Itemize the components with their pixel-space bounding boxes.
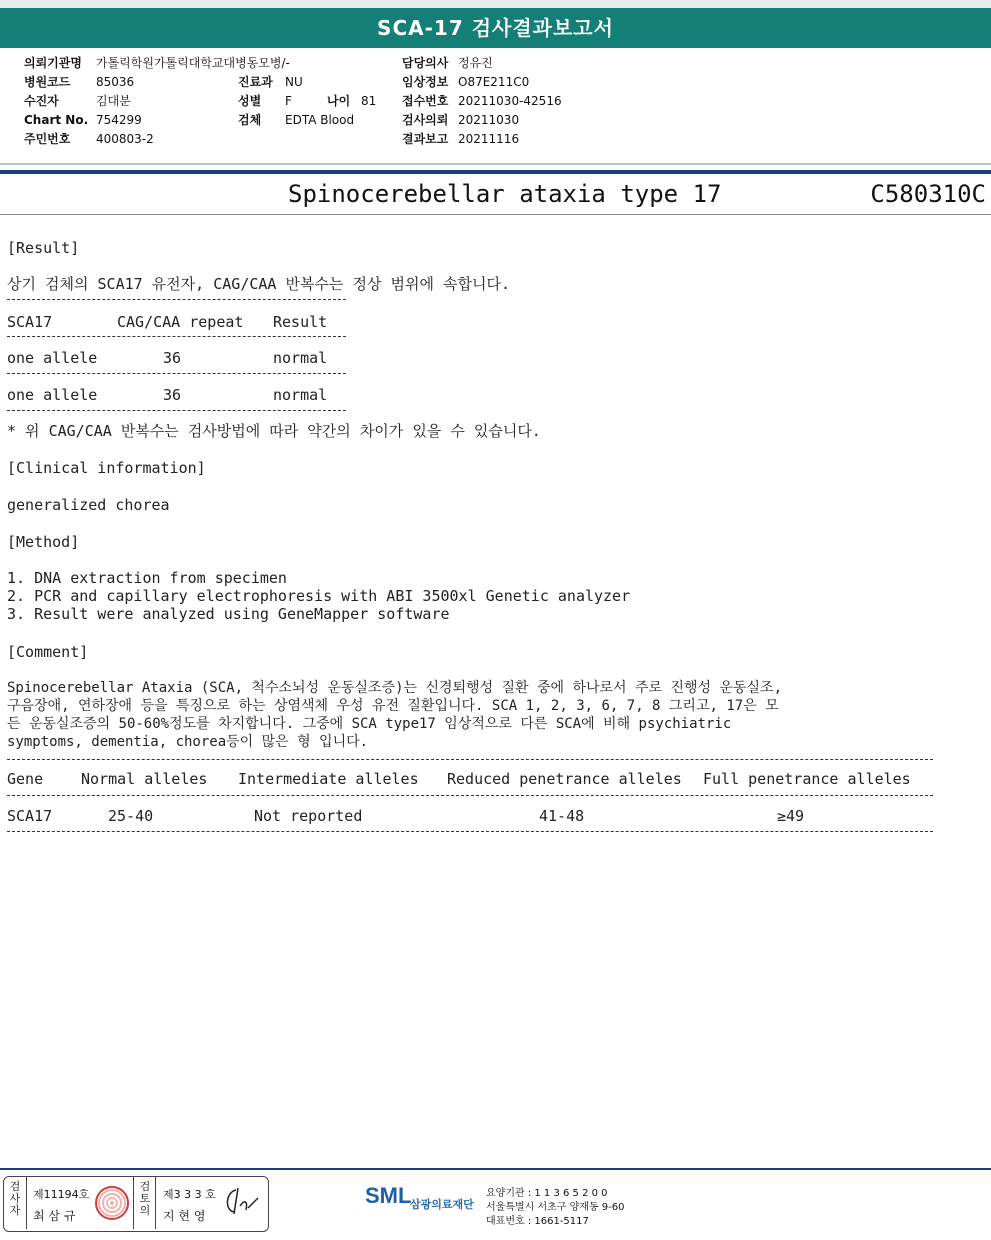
result-summary: 상기 검체의 SCA17 유전자, CAG/CAA 반복수는 정상 범위에 속합니다. <box>7 275 510 293</box>
top-strip <box>0 0 991 8</box>
result-cell: one allele <box>7 349 98 367</box>
confirmer-license: 제3 3 3 호 <box>163 1188 216 1201</box>
comment-line: symptoms, dementia, chorea등이 많은 형 입니다. <box>7 734 369 750</box>
allele-col-header: Gene <box>7 770 44 788</box>
hospital-code-label: 병원코드 <box>24 75 71 89</box>
org-address: 서울특별시 서초구 양재동 9-60 <box>486 1202 625 1213</box>
divider <box>0 214 991 215</box>
result-col-header: Result <box>273 313 328 331</box>
receipt-no-label: 접수번호 <box>402 94 449 108</box>
divider <box>0 163 991 165</box>
comment-line: Spinocerebellar Ataxia (SCA, 척수소뇌성 운동실조증)는 신경퇴행성 질환 중에 하나로서 주로 진행성 운동실조, <box>7 680 783 696</box>
chart-no-label: Chart No. <box>24 113 89 127</box>
allele-cell: 25-40 <box>108 807 154 825</box>
institution-number: 요양기관 : 1 1 3 6 5 2 0 0 <box>486 1188 608 1199</box>
receipt-no-value: 20211030-42516 <box>458 94 562 108</box>
report-date-value: 20211116 <box>458 132 520 146</box>
table-rule <box>7 373 346 374</box>
confirmer-name: 지 현 영 <box>163 1209 206 1223</box>
method-step: 2. PCR and capillary electrophoresis with ABI 3500xl Genetic analyzer <box>7 587 631 605</box>
age-value: 81 <box>361 94 377 108</box>
allele-col-header: Intermediate alleles <box>238 770 419 788</box>
allele-col-header: Full penetrance alleles <box>703 770 911 788</box>
divider <box>133 1177 134 1229</box>
resident-no-label: 주민번호 <box>24 132 71 146</box>
table-rule <box>7 831 933 832</box>
age-label: 나이 <box>327 94 351 108</box>
confirmer-label: 검토의 <box>139 1180 151 1217</box>
org-phone: 대표번호 : 1661-5117 <box>486 1216 589 1227</box>
result-cell: normal <box>273 349 328 367</box>
allele-cell: ≥49 <box>777 807 805 825</box>
result-col-header: CAG/CAA repeat <box>117 313 244 331</box>
clinical-text: generalized chorea <box>7 496 170 514</box>
divider <box>0 170 991 174</box>
report-title: SCA-17 검사결과보고서 <box>0 8 991 48</box>
official-seal <box>95 1186 129 1220</box>
result-cell: one allele <box>7 386 98 404</box>
allele-col-header: Normal alleles <box>81 770 208 788</box>
divider <box>155 1177 156 1229</box>
clinical-info-value: O87E211C0 <box>458 75 530 89</box>
test-code: C580310C <box>870 180 986 208</box>
allele-cell: Not reported <box>254 807 363 825</box>
table-rule <box>7 336 346 337</box>
table-rule <box>7 795 933 796</box>
examinee-value: 김대분 <box>96 94 131 108</box>
resident-no-value: 400803-2 <box>96 132 154 146</box>
table-rule <box>7 299 346 300</box>
specimen-label: 검체 <box>238 113 262 127</box>
org-name: 삼광의료재단 <box>410 1198 474 1211</box>
report-date-label: 결과보고 <box>402 132 449 146</box>
patient-info-col2 <box>238 73 376 130</box>
examiner-label: 검사자 <box>9 1180 21 1217</box>
result-col-header: SCA17 <box>7 313 53 331</box>
sml-logo: SML <box>365 1183 412 1208</box>
request-date-value: 20211030 <box>458 113 520 127</box>
result-cell: normal <box>273 386 328 404</box>
sex-label: 성별 <box>238 94 262 108</box>
table-rule <box>7 759 933 760</box>
request-date-label: 검사의뢰 <box>402 113 449 127</box>
allele-cell: SCA17 <box>7 807 53 825</box>
comment-heading: [Comment] <box>7 643 89 661</box>
patient-info-col3 <box>402 54 562 149</box>
examiner-license: 제11194호 <box>33 1188 90 1201</box>
hospital-code-value: 85036 <box>96 75 135 89</box>
specimen-value: EDTA Blood <box>285 113 355 127</box>
result-cell: 36 <box>163 349 182 367</box>
chart-no-value: 754299 <box>96 113 142 127</box>
method-step: 1. DNA extraction from specimen <box>7 569 287 587</box>
result-note: * 위 CAG/CAA 반복수는 검사방법에 따라 약간의 차이가 있을 수 있습니다. <box>7 422 541 440</box>
allele-cell: 41-48 <box>539 807 585 825</box>
comment-line: 든 운동실조증의 50-60%정도를 차지합니다. 그중에 SCA type17 임상적으로 다른 SCA에 비해 psychiatric <box>7 716 732 732</box>
dept-label: 진료과 <box>238 75 273 89</box>
clinical-info-label: 임상정보 <box>402 75 449 89</box>
footer-divider <box>0 1168 991 1170</box>
institution-value: 가톨릭학원가톨릭대학교대병동모병/- <box>96 56 290 70</box>
institution-label: 의뢰기관명 <box>24 56 82 70</box>
result-heading: [Result] <box>7 239 80 257</box>
signature-icon <box>222 1184 262 1220</box>
result-cell: 36 <box>163 386 182 404</box>
dept-value: NU <box>285 75 303 89</box>
divider <box>26 1177 27 1229</box>
test-name: Spinocerebellar ataxia type 17 <box>288 180 722 208</box>
allele-col-header: Reduced penetrance alleles <box>447 770 682 788</box>
comment-line: 구음장애, 연하장애 등을 특징으로 하는 상염색체 우성 유전 질환입니다. SCA 1, 2, 3, 6, 7, 8 그리고, 17은 모 <box>7 698 779 714</box>
clinical-heading: [Clinical information] <box>7 459 206 477</box>
examinee-label: 수진자 <box>24 94 59 108</box>
method-heading: [Method] <box>7 533 80 551</box>
doctor-label: 담당의사 <box>402 56 449 70</box>
method-step: 3. Result were analyzed using GeneMapper software <box>7 605 450 623</box>
sex-value: F <box>285 94 292 108</box>
doctor-value: 정유진 <box>458 56 493 70</box>
table-rule <box>7 410 346 411</box>
examiner-name: 최 삼 규 <box>33 1209 76 1223</box>
